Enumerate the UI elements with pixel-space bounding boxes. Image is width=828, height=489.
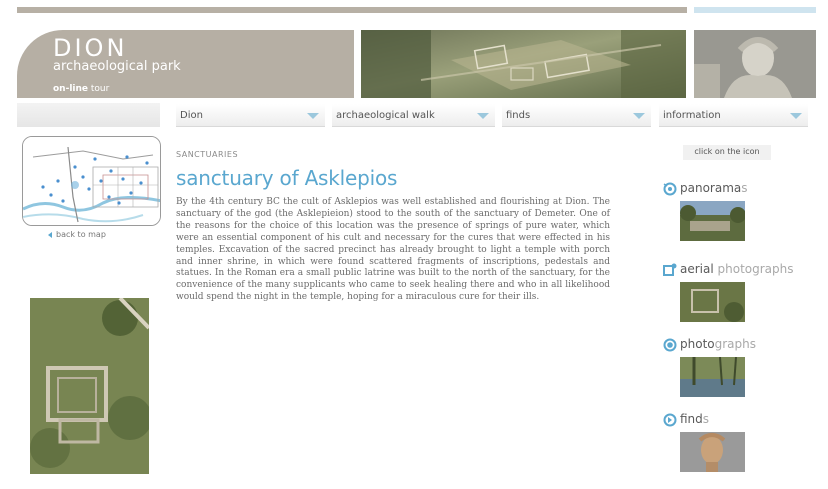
- site-map[interactable]: [22, 136, 161, 226]
- nav-dropdown-archaeological-walk[interactable]: [332, 104, 495, 127]
- nav-dropdown-label: finds: [506, 110, 531, 121]
- nav-dropdown-label: information: [663, 110, 721, 121]
- finds-thumbnail[interactable]: [680, 432, 745, 472]
- nav-dropdown-information[interactable]: [659, 104, 808, 127]
- media-label: [680, 412, 709, 426]
- media-label-light: photographs: [713, 262, 794, 276]
- chevron-down-icon: [477, 113, 489, 119]
- media-label: [680, 262, 794, 276]
- article-body: By the 4th century BC the cult of Asklepios was well established and flourishing at Dion. The sanctuary of the god (the Asklepieion) stood to the south of the sanctuary of Demeter. One of the reasons for the choice of this location was the presence of springs of pure water, which were an essential component of his cult and necessary for the cures that were effected in his temples. Excavation of the sacred precinct has already brought to light a temple with porch and inner shrine, in which were found scattered fragments of inscriptions, pedestals and statues. In the Roman era a small public latrine was built to the north of the sanctuary, for the convenience of the many supplicants who came to seek healing there and who in all likelihood would spend the night in the temple, hoping for a miraculous cure for their ills.: [176, 197, 610, 303]
- photo-thumbnail[interactable]: [680, 357, 745, 397]
- photo-icon[interactable]: [663, 338, 677, 352]
- arrow-left-icon: [48, 232, 52, 238]
- media-label-strong: find: [680, 412, 703, 426]
- media-label-light: s: [702, 412, 710, 426]
- media-label-strong: panorama: [680, 181, 742, 195]
- panorama-icon[interactable]: [663, 182, 677, 196]
- nav-spacer-tab: [17, 103, 160, 127]
- hero-aerial-photo: [361, 30, 686, 98]
- brand-banner: [17, 30, 354, 98]
- media-label: [680, 337, 756, 351]
- top-accent-bar: [17, 7, 687, 13]
- chevron-down-icon: [790, 113, 802, 119]
- chevron-down-icon: [307, 113, 319, 119]
- media-label-light: s: [741, 181, 748, 195]
- hero-statue-photo: [694, 30, 816, 98]
- aerial-photo-icon[interactable]: [663, 263, 677, 277]
- media-label: [680, 181, 748, 195]
- nav-dropdown-finds[interactable]: [502, 104, 651, 127]
- media-label-strong: aerial: [680, 262, 714, 276]
- nav-dropdown-label: Dion: [180, 110, 203, 121]
- panorama-thumbnail[interactable]: [680, 201, 745, 241]
- media-label-light: graphs: [714, 337, 757, 351]
- top-accent-bar-light: [694, 7, 816, 13]
- tour-label: [53, 84, 109, 94]
- back-to-map-link[interactable]: [48, 230, 106, 239]
- media-label-strong: photo: [680, 337, 715, 351]
- tour-label-strong: on-line: [53, 84, 89, 94]
- back-to-map-label: back to map: [56, 230, 106, 239]
- nav-dropdown-dion[interactable]: [176, 104, 325, 127]
- site-subtitle: archaeological park: [53, 59, 181, 74]
- section-label: SANCTUARIES: [176, 150, 239, 159]
- chevron-down-icon: [633, 113, 645, 119]
- aerial-photo-thumbnail[interactable]: [680, 282, 745, 322]
- sanctuary-aerial-photo: [30, 298, 149, 474]
- nav-dropdown-label: archaeological walk: [336, 110, 435, 121]
- tour-label-rest: tour: [88, 84, 110, 94]
- page-title: sanctuary of Asklepios: [176, 166, 398, 190]
- site-logo: DION: [53, 34, 128, 62]
- click-hint: click on the icon: [683, 145, 771, 160]
- finds-icon[interactable]: [663, 413, 677, 427]
